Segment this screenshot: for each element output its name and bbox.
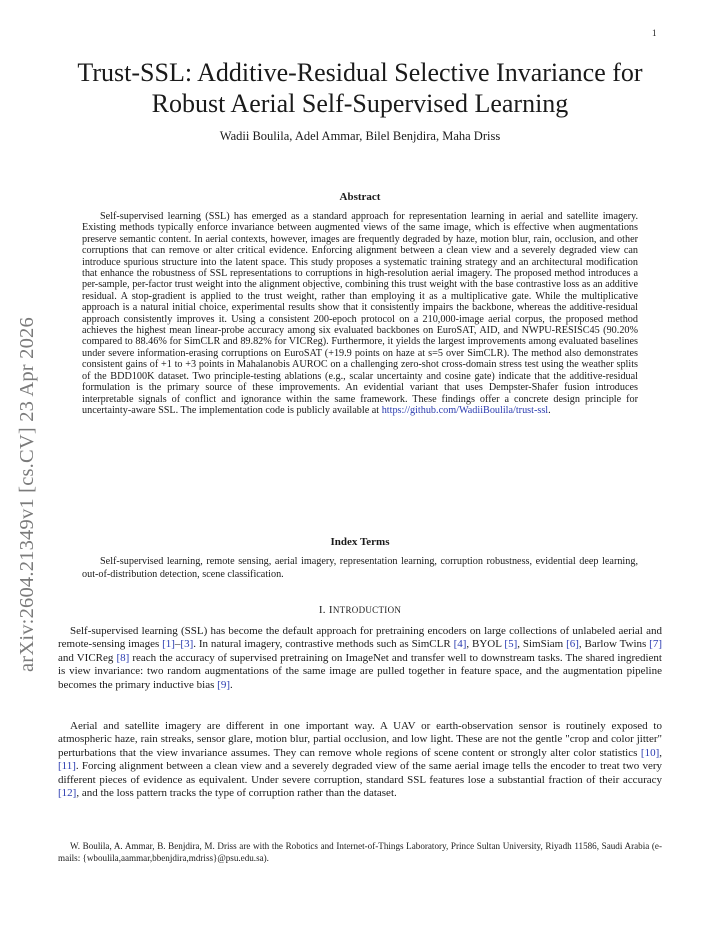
text-run: , and the loss pattern tracks the type of corruption rather than the dataset. (76, 787, 397, 800)
text-run: reach the accuracy of supervised pretraining on ImageNet and transfer well to downstream tasks. The shared ingredient is view invariance: two random augmentations of the same image are pulled together in feature space, and the augmentation pipeline becomes the primary inductive bias (58, 651, 662, 691)
heading-initial: I (328, 604, 333, 616)
abstract-heading: Abstract (339, 191, 381, 203)
introduction-paragraph-1 (58, 625, 662, 692)
citation-link[interactable]: [1] (162, 638, 175, 651)
text-run: Aerial and satellite imagery are different in one important way. A UAV or earth-observation sensor is routinely exposed to atmospheric haze, rain streaks, sensor glare, motion blur, partial occlusion, and low light. These are not the gentle "crop and color jitter" perturbations that the view invariance assumes. They can remove whole regions of scene content or strongly alter color statistics (58, 720, 662, 759)
citation-link[interactable]: [9] (217, 678, 230, 691)
citation-link[interactable]: [5] (504, 638, 518, 651)
text-run: . (229, 678, 233, 691)
author-list: Wadii Boulila, Adel Ammar, Bilel Benjdira, Maha Driss (219, 129, 501, 143)
text-run: , SimSiam (517, 638, 567, 651)
abstract-text: Self-supervised learning (SSL) has emerged as a standard approach for representation learning in aerial and satellite imagery. Existing methods typically enforce invariance between augmented views of the same image, which is effective when augmentations preserve semantic content. In aerial contexts, however, images are frequently degraded by haze, motion blur, rain, occlusion, and other corruptions that can remove or alter critical evidence. Enforcing alignment between a clean view and a severely degraded view can introduce spurious structure into the latent space. This study proposes a systematic training strategy and an architectural modification that enhance the robustness of SSL representations to corruptions in high-resolution aerial imagery. The proposed method introduces a per-sample, per-factor trust weight into the alignment objective, combining this trust weight with the base contrastive loss as an additive residual. A stop-gradient is applied to the trust weight, rather than employing it as a multiplicative gate. While the multiplicative approach is a natural initial choice, experimental results show that it consistently impairs the backbone, whereas the additive-residual approach consistently improves it. Using a consistent 200-epoch protocol on a 210,000-image aerial corpus, the proposed method achieves the highest mean linear-probe accuracy among six evaluated backbones on EuroSAT, AID, and NWPU-RESISC45 (90.20% compared to 88.46% for SimCLR and 89.82% for VICReg). Furthermore, it yields the largest improvements among evaluated baselines under severe information-erasing corruptions on EuroSAT (+19.9 points on haze at s=5 over SimCLR). The method also demonstrates consistent gains of +1 to +3 points in Mahalanobis AUROC on a challenging zero-shot cross-domain stress test using the weather splits of the BDD100K dataset. Two principle-testing ablations (e.g., scalar uncertainty and cosine gate) indicate that the additive-residual formulation is the primary source of these improvements. An evidential variant that uses Dempster-Shafer fusion introduces interpretable signals of conflict and ignorance within the same framework. These findings offer a concrete design principle for uncertainty-aware SSL. The implementation code is publicly available at (82, 211, 638, 416)
citation-link[interactable]: [4] (453, 638, 467, 651)
index-terms-heading: Index Terms (330, 536, 390, 548)
arxiv-identifier-stamp: arXiv:2604.21349v1 [cs.CV] 23 Apr 2026 (16, 317, 38, 672)
abstract-body (82, 211, 638, 416)
text-run: Self-supervised learning (SSL) has become the default approach for pretraining encoders on large collections of unlabeled aerial and remote-sensing images (58, 625, 662, 651)
index-terms-body: Self-supervised learning, remote sensing, aerial imagery, representation learning, corruption robustness, evidential deep learning, out-of-distribution detection, scene classification. (82, 556, 638, 580)
abstract-end: . (548, 404, 551, 416)
page-number: 1 (652, 28, 657, 38)
section-numeral: I. (318, 604, 329, 616)
citation-link[interactable]: [11] (58, 760, 76, 773)
text-run: , (659, 746, 662, 759)
title-line-1: Trust-SSL: Additive-Residual Selective Invariance for (77, 58, 643, 87)
text-run: , Barlow Twins (578, 638, 650, 651)
text-run: and VICReg (58, 651, 117, 664)
title-line-2: Robust Aerial Self-Supervised Learning (151, 89, 569, 118)
citation-link[interactable]: [7] (649, 638, 662, 651)
text-run: , BYOL (466, 638, 505, 651)
code-repository-link[interactable]: https://github.com/WadiiBoulila/trust-ssl (381, 404, 549, 416)
citation-link[interactable]: [10] (640, 746, 660, 759)
introduction-heading (60, 604, 660, 616)
author-affiliation-footnote: W. Boulila, A. Ammar, B. Benjdira, M. Driss are with the Robotics and Internet-of-Things Laboratory, Prince Sultan University, Riyadh 11586, Saudi Arabia (e-mails: {wboulila,aammar,bbenjdira,mdriss}@psu.edu.sa). (58, 841, 662, 863)
text-run: – (174, 638, 181, 651)
heading-small-caps: NTRODUCTION (332, 605, 402, 615)
text-run: . In natural imagery, contrastive methods such as SimCLR (193, 638, 454, 651)
citation-link[interactable]: [6] (566, 638, 579, 651)
citation-link[interactable]: [3] (180, 638, 194, 651)
citation-link[interactable]: [8] (116, 651, 130, 664)
introduction-paragraph-2 (58, 720, 662, 800)
text-run: . Forcing alignment between a clean view and a severely degraded view of the same aerial image tells the encoder to treat two very different pieces of evidence as equivalent. Under severe corruption, standard SSL features lose a substantial fraction of their accuracy (58, 760, 662, 786)
citation-link[interactable]: [12] (58, 787, 77, 800)
paper-title (40, 57, 680, 119)
